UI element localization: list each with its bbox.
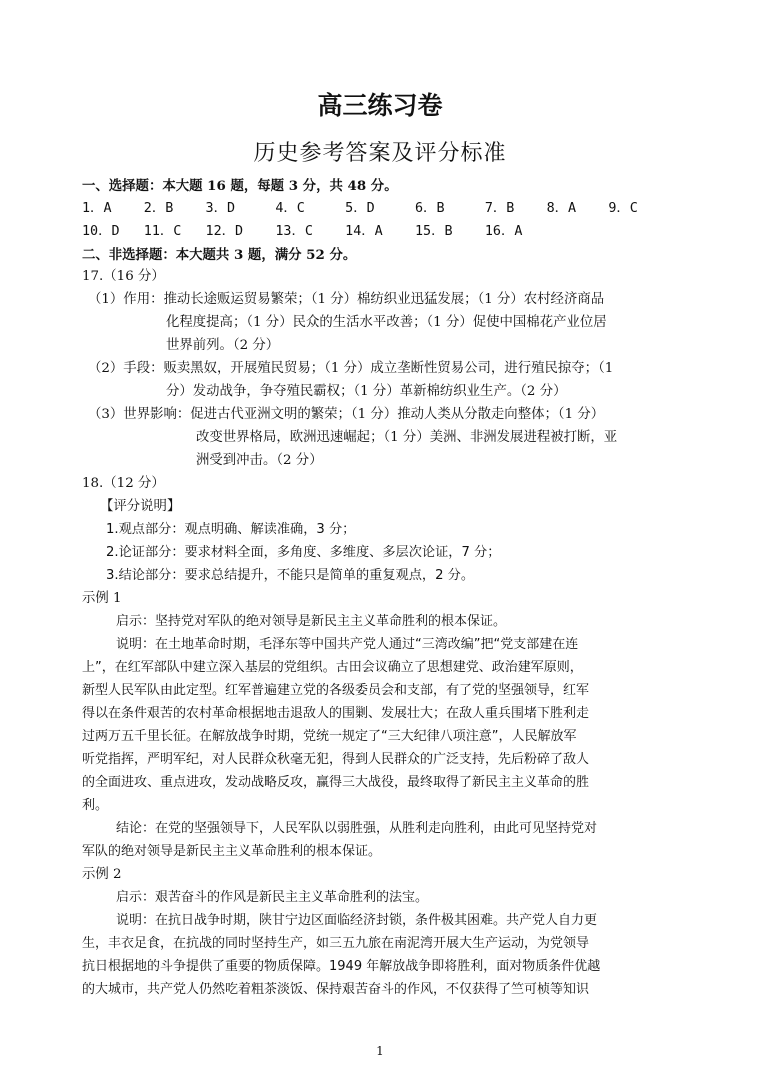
scoring-notes-heading: 【评分说明】	[100, 499, 181, 514]
example-text: 听党指挥，严明军纪，对人民群众秋毫无犯，得到人民群众的广泛支持，先后粉碎了敌人	[82, 752, 590, 767]
answer-row: 10．D 11．C 12．D 13．C 14．A 15．B 16．A	[82, 224, 523, 239]
example-heading: 示例 2	[82, 867, 122, 882]
example-text: 军队的绝对领导是新民主主义革命胜利的根本保证。	[82, 844, 382, 859]
example-text: 抗日根据地的斗争提供了重要的物质保障。1949 年解放战争即将胜利，面对物质条件优越	[82, 959, 601, 974]
document-subtitle: 历史参考答案及评分标准	[253, 141, 507, 166]
example-text: 的大城市，共产党人仍然吃着粗茶淡饭、保持艰苦奋斗的作风，不仅获得了竺可桢等知识	[82, 982, 590, 997]
example-text: 的全面进攻、重点进攻，发动战略反攻，赢得三大战役，最终取得了新民主主义革命的胜	[82, 775, 590, 790]
scoring-item: 2.论证部分：要求材料全面，多角度、多维度、多层次论证，7 分；	[106, 545, 501, 560]
section-heading: 一、选择题：本大题 16 题，每题 3 分，共 48 分。	[82, 178, 398, 194]
example-text: 利。	[82, 798, 109, 813]
example-text: 结论：在党的坚强领导下，人民军队以弱胜强，从胜利走向胜利，由此可见坚持党对	[116, 821, 598, 836]
scoring-item: 1.观点部分：观点明确、解读准确，3 分；	[106, 522, 356, 537]
example-heading: 示例 1	[82, 591, 122, 606]
answer-text: 改变世界格局，欧洲迅速崛起；（1 分）美洲、非洲发展进程被打断，亚	[196, 430, 618, 445]
page-number: 1	[376, 1044, 384, 1058]
answer-row: 1．A 2．B 3．D 4．C 5．D 6．B 7．B 8．A 9．C	[82, 201, 638, 216]
section-heading: 二、非选择题：本大题共 3 题，满分 52 分。	[82, 247, 357, 263]
answer-text: （2）手段：贩卖黑奴，开展殖民贸易；（1 分）成立垄断性贸易公司，进行殖民掠夺；（1	[88, 361, 614, 376]
example-text: 说明：在抗日战争时期，陕甘宁边区面临经济封锁，条件极其困难。共产党人自力更	[116, 913, 598, 928]
answer-text: 世界前列。（2 分）	[166, 338, 280, 353]
answer-text: 洲受到冲击。（2 分）	[196, 453, 323, 468]
question-heading: 17.（16 分）	[82, 269, 165, 284]
example-text: 启示：艰苦奋斗的作风是新民主主义革命胜利的法宝。	[116, 890, 429, 905]
example-text: 新型人民军队由此定型。红军普遍建立党的各级委员会和支部，有了党的坚强领导，红军	[82, 683, 590, 698]
scoring-item: 3.结论部分：要求总结提升，不能只是简单的重复观点，2 分。	[106, 568, 475, 583]
example-text: 说明：在土地革命时期，毛泽东等中国共产党人通过“三湾改编”把“党支部建在连	[116, 637, 579, 652]
answer-text: 化程度提高；（1 分）民众的生活水平改善；（1 分）促使中国棉花产业位居	[166, 315, 607, 330]
example-text: 启示：坚持党对军队的绝对领导是新民主主义革命胜利的根本保证。	[116, 614, 507, 629]
answer-text: （1）作用：推动长途贩运贸易繁荣；（1 分）棉纺织业迅猛发展；（1 分）农村经济商品	[88, 292, 605, 307]
question-heading: 18.（12 分）	[82, 476, 165, 491]
document-title: 高三练习卷	[317, 91, 443, 120]
example-text: 得以在条件艰苦的农村革命根据地击退敌人的围剿、发展壮大；在敌人重兵围堵下胜利走	[82, 706, 590, 721]
example-text: 生，丰衣足食，在抗战的同时坚持生产，如三五九旅在南泥湾开展大生产运动，为党领导	[82, 936, 590, 951]
example-text: 过两万五千里长征。在解放战争时期，党统一规定了“三大纪律八项注意”，人民解放军	[82, 729, 577, 744]
answer-text: 分）发动战争，争夺殖民霸权；（1 分）革新棉纺织业生产。（2 分）	[166, 384, 567, 399]
example-text: 上”，在红军部队中建立深入基层的党组织。古田会议确立了思想建党、政治建军原则，	[82, 660, 583, 675]
answer-text: （3）世界影响：促进古代亚洲文明的繁荣；（1 分）推动人类从分散走向整体；（1 分）	[88, 407, 605, 422]
